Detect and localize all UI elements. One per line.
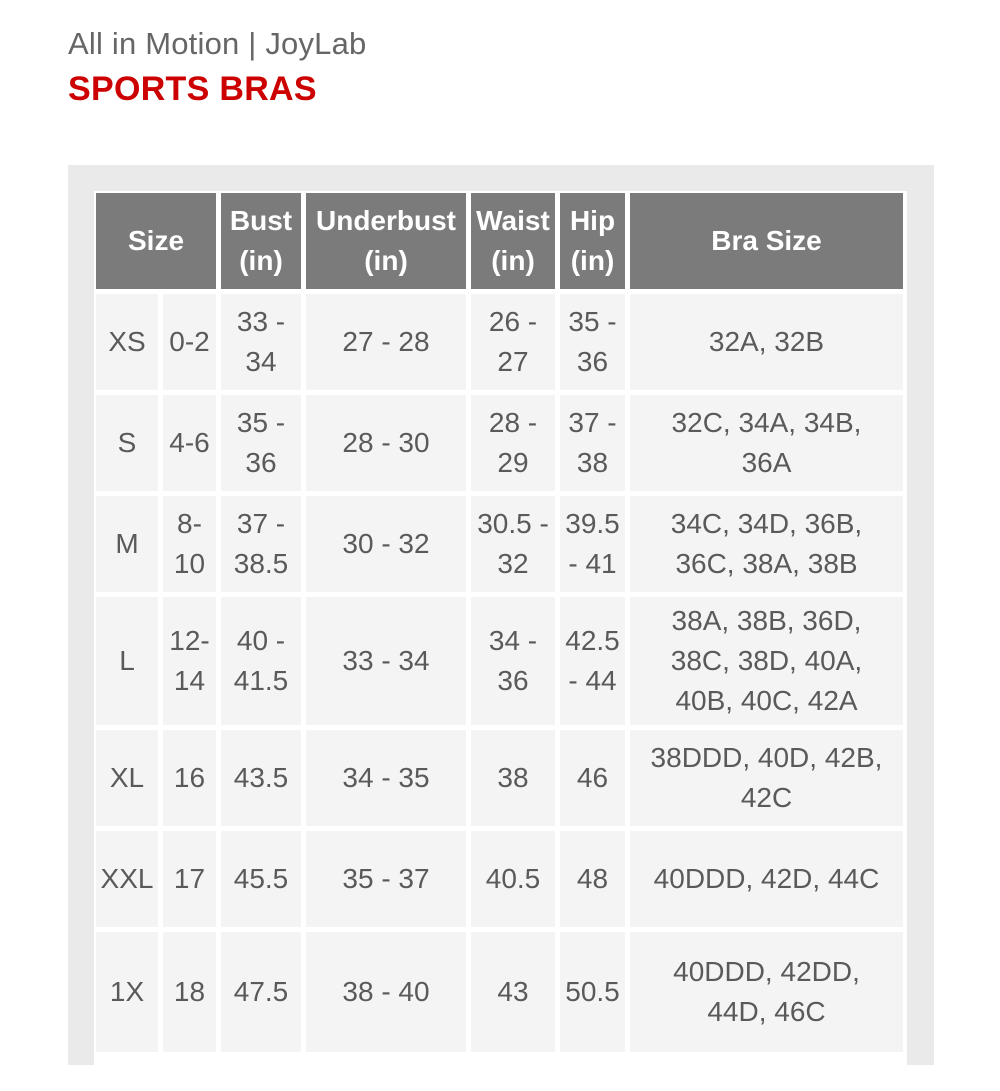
cell-line: 43	[497, 976, 529, 1007]
header-size: Size	[96, 193, 216, 289]
cell-line: 36A	[741, 447, 792, 478]
header-underbust-line2: (in)	[364, 245, 408, 276]
cell-waist	[471, 496, 555, 592]
cell-bra-size	[630, 932, 903, 1052]
cell-bust	[221, 294, 301, 390]
cell-hip	[560, 597, 625, 725]
cell-bust	[221, 831, 301, 927]
cell-size: S	[96, 395, 158, 491]
cell-line: 33 -	[236, 306, 286, 337]
cell-line: 40DDD, 42D, 44C	[653, 863, 880, 894]
cell-line: 47.5	[233, 976, 289, 1007]
cell-numeric-size	[163, 496, 216, 592]
cell-underbust: 35 - 37	[306, 831, 466, 927]
cell-size: M	[96, 496, 158, 592]
header-waist-line2: (in)	[491, 245, 535, 276]
table-row	[96, 496, 903, 592]
cell-line: 30.5 -	[477, 508, 549, 539]
table-row	[96, 597, 903, 725]
cell-hip	[560, 294, 625, 390]
cell-size: 1X	[96, 932, 158, 1052]
cell-numeric-size	[163, 294, 216, 390]
cell-hip	[560, 496, 625, 592]
table-row	[96, 294, 903, 390]
table-row	[96, 395, 903, 491]
cell-waist	[471, 730, 555, 826]
cell-waist	[471, 395, 555, 491]
cell-line: 38A, 38B, 36D,	[671, 605, 862, 636]
cell-line: 36	[576, 346, 609, 377]
cell-numeric-size	[163, 730, 216, 826]
cell-line: 38DDD, 40D, 42B,	[650, 742, 883, 773]
cell-line: 35 -	[236, 407, 286, 438]
cell-line: 41.5	[233, 665, 289, 696]
table-row	[96, 730, 903, 826]
cell-line: 16	[173, 762, 206, 793]
cell-line: 8-	[177, 508, 202, 539]
table-row	[96, 831, 903, 927]
cell-line: 42.5	[565, 625, 620, 656]
cell-line: 34C, 34D, 36B,	[670, 508, 863, 539]
cell-bust	[221, 597, 301, 725]
cell-line: 48	[576, 863, 609, 894]
header-bust	[221, 193, 301, 289]
category-title: SPORTS BRAS	[68, 70, 317, 108]
header-row	[96, 193, 903, 289]
cell-waist	[471, 932, 555, 1052]
cell-bra-size	[630, 496, 903, 592]
cell-line: 34	[245, 346, 277, 377]
size-chart-table	[91, 188, 908, 1057]
table-row	[96, 932, 903, 1052]
cell-underbust: 30 - 32	[306, 496, 466, 592]
cell-numeric-size	[163, 831, 216, 927]
cell-line: - 41	[568, 548, 617, 579]
cell-line: 43.5	[233, 762, 289, 793]
cell-line: 10	[173, 548, 206, 579]
cell-bra-size	[630, 831, 903, 927]
cell-line: 28 -	[488, 407, 538, 438]
cell-bra-size	[630, 730, 903, 826]
cell-line: 34 -	[488, 625, 538, 656]
cell-underbust: 34 - 35	[306, 730, 466, 826]
cell-line: 50.5	[565, 976, 620, 1007]
cell-underbust: 38 - 40	[306, 932, 466, 1052]
cell-line: 29	[497, 447, 529, 478]
cell-line: - 44	[568, 665, 617, 696]
header-waist	[471, 193, 555, 289]
cell-size: XL	[96, 730, 158, 826]
cell-line: 38	[576, 447, 609, 478]
cell-line: 40DDD, 42DD,	[673, 956, 860, 987]
cell-bust	[221, 932, 301, 1052]
cell-bust	[221, 496, 301, 592]
cell-bra-size	[630, 597, 903, 725]
cell-line: 37 -	[236, 508, 286, 539]
cell-line: 40B, 40C, 42A	[675, 685, 858, 716]
cell-line: 12-	[169, 625, 210, 656]
cell-hip	[560, 730, 625, 826]
cell-line: 26 -	[488, 306, 538, 337]
cell-size: L	[96, 597, 158, 725]
cell-hip	[560, 932, 625, 1052]
cell-underbust: 27 - 28	[306, 294, 466, 390]
cell-waist	[471, 831, 555, 927]
cell-line: 32	[497, 548, 529, 579]
cell-line: 36C, 38A, 38B	[675, 548, 858, 579]
cell-underbust: 28 - 30	[306, 395, 466, 491]
header-waist-line1: Waist	[476, 205, 550, 236]
cell-line: 38C, 38D, 40A,	[670, 645, 863, 676]
cell-line: 32A, 32B	[708, 326, 825, 357]
cell-line: 17	[173, 863, 206, 894]
header-hip	[560, 193, 625, 289]
cell-line: 18	[173, 976, 206, 1007]
header-hip-line2: (in)	[570, 245, 615, 276]
cell-line: 44D, 46C	[707, 996, 826, 1027]
header-hip-line1: Hip	[569, 205, 616, 236]
cell-line: 42C	[740, 782, 793, 813]
cell-line: 37 -	[568, 407, 617, 438]
cell-line: 0-2	[169, 326, 210, 357]
cell-line: 38.5	[233, 548, 289, 579]
cell-bra-size	[630, 395, 903, 491]
cell-line: 38	[497, 762, 529, 793]
cell-waist	[471, 294, 555, 390]
cell-size: XXL	[96, 831, 158, 927]
cell-line: 40 -	[236, 625, 286, 656]
cell-line: 4-6	[169, 427, 210, 458]
header-bust-line2: (in)	[239, 245, 283, 276]
cell-line: 32C, 34A, 34B,	[671, 407, 862, 438]
cell-line: 14	[173, 665, 206, 696]
header-bust-line1: Bust	[229, 205, 293, 236]
cell-line: 35 -	[568, 306, 617, 337]
cell-hip	[560, 831, 625, 927]
cell-line: 36	[245, 447, 277, 478]
cell-line: 40.5	[485, 863, 541, 894]
cell-hip	[560, 395, 625, 491]
header-underbust-line1: Underbust	[316, 205, 456, 236]
cell-line: 36	[497, 665, 529, 696]
cell-waist	[471, 597, 555, 725]
cell-numeric-size	[163, 597, 216, 725]
header-bra-size: Bra Size	[630, 193, 903, 289]
cell-line: 46	[576, 762, 609, 793]
cell-line: 45.5	[233, 863, 289, 894]
cell-line: 39.5	[565, 508, 620, 539]
header-underbust	[306, 193, 466, 289]
cell-underbust: 33 - 34	[306, 597, 466, 725]
cell-bust	[221, 395, 301, 491]
cell-size: XS	[96, 294, 158, 390]
cell-numeric-size	[163, 932, 216, 1052]
brand-title: All in Motion | JoyLab	[68, 26, 367, 61]
cell-numeric-size	[163, 395, 216, 491]
cell-bust	[221, 730, 301, 826]
cell-bra-size	[630, 294, 903, 390]
cell-line: 27	[497, 346, 529, 377]
